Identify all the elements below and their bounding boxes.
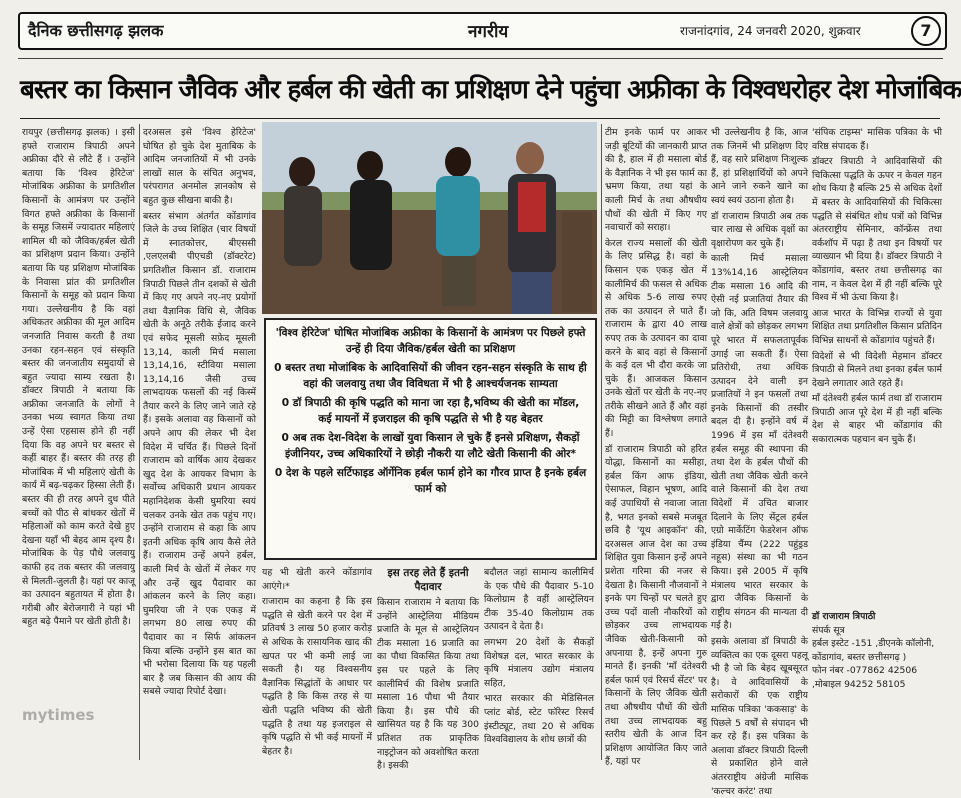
page-number-badge: 7: [911, 16, 941, 46]
paragraph: इसके अलावा डॉ त्रिपाठी के व्यक्तित्व का एक दूसरा पहलू भी है जो कि बेहद खूबसूरत है। वे आदिवासियों के सरोकारों की एक राष्ट्रीय मासिक पत्रिका 'ककसाड़' के पिछले 5 वर्षों से संपादन भी कर रहे हैं। इस पत्रिका के अलावा डॉक्टर त्रिपाठी दिल्ली से प्रकाशित होने वाले अंतरराष्ट्रीय अंग्रेजी मासिक 'कल्चर करंट' तथा: [711, 635, 808, 797]
column-divider: [139, 124, 140, 760]
contact-phone: फोन नंबर -077862 42506 ,मोबाइल 94252 58105: [812, 665, 918, 690]
farmers-photo-illustration: [262, 122, 597, 314]
paragraph: डॉ राजाराम त्रिपाठी को हरित योद्धा, किसानों का मसीहा, हर्बल किंग आफ इंडिया, ऐसाफल, विहान भूषण, आदि कई उपाधियों से नवाजा जाता है, भगत इनको सबसे मजबूत छवि है 'यूथ आइकॉन' की, दरअसल आज देश का उच्च शिक्षित युवा किसान इन्हें अपने प्रशेता गरिमा की नजर से देखता है। किसानी नौजवानों ने इनके पग चिन्हों पर चलते हुए उच्च पदों वाली नौकरियों को छोड़कर उच्च लाभदायक जैविक खेती-किसानी को अपनाया है, इन्हें अपना गुरु मानते हैं। इनकी 'माँ दंतेश्वरी हर्बल फार्म एवं रिसर्च सेंटर' पर किसानों के लिए जैविक खेती तथा औषधीय पौधों की खेती तथा उच्च लाभदायक बहु स्तरीय खेती के आज दिन प्रशिक्षण आयोजित किए जाते हैं, यहां पर: [605, 443, 707, 768]
column-1: [22, 126, 135, 760]
column-4: [605, 126, 707, 768]
highlight-line: 0 अब तक देश-विदेश के लाखों युवा किसान ले चुके हैं इनसे प्रशिक्षण, सैकड़ों इंजीनियर, उच्च अधिकारियों ने छोड़ी नौकरी या लौटे खेती किसानी की ओर*: [281, 432, 580, 460]
column-2: [143, 126, 256, 760]
contact-address: हर्बल इस्टेट -151 ,डीएनके कॉलोनी, कोंडागांव, बस्तर छत्तीसगढ़ ): [812, 638, 935, 663]
bottom-column-b: [377, 596, 479, 772]
paragraph: केरल राज्य मसालों की खेती के लिए प्रसिद्ध है। वहां के किसान एक एकड़ खेत में कालीमिर्च की फसल से अधिक से अधिक 5-6 लाख रुपए तक का उत्पादन ले पाते हैं। राजाराम के द्वारा 40 लाख रुपए तक के उत्पादन का दावा करने के बाद वहां से किसानों के कई दल भी दौरा करके जा चुके हैं। आजकल किसान उनके खेतों पर खेती के नए-नए तरीके सीखने आते हैं और वहां की मिट्टी का विश्लेषण लगाते हैं।: [605, 237, 707, 440]
paragraph: टीम इनके फार्म पर आकर जड़ी बूटियों की जानकारी प्राप्त की है, हाल में ही मसाला बोर्ड के वैज्ञानिक ने भी इस फार्म का भ्रमण किया, तथा यहां के काली मिर्च के तथा औषधीय पौधों की खेती में किए गए नवाचारों को सराहा।: [605, 127, 707, 234]
contact-label: संपर्क सूत्र: [812, 624, 845, 636]
header-separator: [18, 52, 943, 59]
paragraph: माँ दंतेश्वरी हर्बल फार्म तथा डॉ राजाराम त्रिपाठी आज पूरे देश में ही नहीं बल्कि देश से बाहर भी कोंडागांव की सकारात्मक पहचान बन चुके हैं।: [812, 393, 942, 446]
paragraph: आज भारत के विभिन्न राज्यों से युवा शिक्षित तथा प्रगतिशील किसान प्रतिदिन विभिन्न साधनों से कोंडागांव पहुंचते हैं।: [812, 307, 942, 346]
column-5: [711, 126, 808, 797]
paragraph: यह भी खेती करने कोंडागांव आएंगे।*: [262, 567, 372, 592]
highlight-line: 0 बस्तर तथा मोजांबिक के आदिवासियों की जीवन रहन-सहन संस्कृति के साथ ही वहां की जलवायु तथा जैव विविधता में भी है आश्चर्यजनक साम्यता: [274, 362, 587, 390]
masthead: [18, 12, 947, 50]
paragraph: काली मिर्च मसाला 13%14,16 आस्ट्रेलियन टीक मसाला 16 आदि की ऐसी नई प्रजातियां तैयार की जो कि, अति विषम जलवायु वाले क्षेत्रों को छोड़कर लगभग पूरे भारत में सफलतापूर्वक उगाई जा सकती हैं। ऐसा प्रतिरोधी, तथा अधिक उत्पादन देने वाली इन प्रजातियों ने इन फसलों तथा इनके किसानों की तस्वीर बदल दी है। इन्होंने वर्ष में 1996 में इस माँ दंतेश्वरी हर्बल समूह की स्थापना की तथा देश के हर्बल पौधों की खेती तथा जैविक खेती करने वाले किसानों की देश तथा विदेशों में उचित बाजार दिलाने के लिए सेंट्रल हर्बल एग्रो मार्केटिंग फेडरेशन ऑफ इंडिया चैंम्प (222 पहुंड्रड नहूस) संस्था का भी गठन किया। इसे 2005 में कृषि मंत्रालय भारत सरकार के द्वारा जैविक किसानों के राष्ट्रीय संगठन की मान्यता दी गई है।: [711, 253, 808, 632]
column-2-paragraph: बस्तर संभाग अंतर्गत कोंडागांव जिले के उच्च शिक्षित (चार विषयों में स्नातकोत्तर, बीएससी ,एलएलबी पीएचडी (डॉक्टरेट) प्रगतिशील किसान डॉ. राजाराम त्रिपाठी पिछले तीन दशकों से खेती में किए गए अपने नए-नए प्रयोगों तथा वैज्ञानिक विधि से, जैविक खेती के अनूठे तरीके ईजाद करने एवं सफेद मूसली सफ़ेद मूसली 13,14, काली मिर्च मसाला 13,14,16, स्टीविया मसाला 13,14,16 जैसी उच्च लाभदायक फसलों की नई किस्में तैयार करने के लिए जाने जाते रहे हैं। इसके अलावा वह किसानों को अपने आप की लेकर भी देश विदेश में चर्चित हैं। पिछले दिनों राजाराम को वार्षिक आय देखकर खुद देश के आयकर विभाग के सर्वोच्च अधिकारी प्रधान आयकर महानिदेशक केसी घुमरिया स्वयं चलकर उनके खेत तक पहुंच गए। उन्होंने राजाराम से कहा कि आप इतनी अधिक कृषि आय कैसे लेते हैं। राजाराम उन्हें अपने हर्बल, काली मिर्च के खेतों में लेकर गए और उन्हें खुद पैदावार का आंकलन करने के लिए कहा। घुमरिया जी ने एक एकड़ में लगभग 80 लाख रुपए की पैदावार का न सिर्फ आंकलन किया बल्कि उन्होंने इस बात का भी भरोसा दिलाया कि यह पहली बार है जब किसान की आय की सबसे ज्यादा रिपोर्ट देखा।: [143, 210, 256, 698]
paragraph: डॉ राजाराम त्रिपाठी अब तक चार लाख से अधिक वृक्षों का वृक्षारोपण कर चुके हैं।: [711, 210, 808, 249]
paragraph: भारत सरकार की मेडिसिनल प्लांट बोर्ड, स्टेट फॉरेस्ट रिसर्च इंस्टीट्यूट, तथा 20 से अधिक विश्वविद्यालय के शोध छात्रों की: [484, 693, 594, 746]
paragraph: बदौलत जहां सामान्य कालीमिर्च के एक पौधे की पैदावार 5-10 किलोग्राम है वहीं आस्ट्रेलियन टीक 35-40 किलोग्राम तक उत्पादन दे देता है।: [484, 567, 594, 633]
headline: बस्तर का किसान जैविक और हर्बल की खेती का प्रशिक्षण देने पहुंचा अफ्रीका के विश्वधरोहर देश मोजांबिक: [20, 75, 961, 105]
newspaper-name: दैनिक छत्तीसगढ़ झलक: [28, 21, 164, 40]
paragraph: लगभग 20 देशों के सैकड़ों विशेषज्ञ दल, भारत सरकार के कृषि मंत्रालय उद्योग मंत्रालय सहित,: [484, 636, 594, 689]
paragraph: किसान राजाराम ने बताया कि उन्होंने आस्ट्रेलिया मीडियम प्रजाति के मूल से आस्ट्रेलियन टीक मसाला 16 प्रजाति का का पौधा विकसित किया तथा इस पर पहले के लिए कालीमिर्च की विशेष प्रजाति मसाला 16 पौधा भी तैयार किया है। इस पौधे की खासियत यह है कि यह 300 प्रतिशत तक प्राकृतिक नाइट्रोजन को अवशोषित करता है। इसकी: [377, 597, 479, 772]
watermark-logo: mytimes: [22, 706, 95, 724]
bottom-column-a: [262, 566, 372, 760]
column-6: [812, 126, 942, 606]
highlight-line: 'विश्व हेरिटेज' घोषित मोजांबिक अफ्रीका के किसानों के आमंत्रण पर पिछले हफ्ते उन्हें ही दिया जैविक/हर्बल खेती का प्रशिक्षण: [275, 327, 586, 355]
paragraph: विदेशों से भी विदेशी मेहमान डॉक्टर त्रिपाठी से मिलने तथा इनका हर्बल फार्म देखने लगातार आते रहते हैं।: [812, 350, 942, 389]
headline-rule: [20, 118, 940, 119]
article-photo: [262, 122, 597, 314]
paragraph: भी उल्लेखनीय है कि, आज तक जिनमें भी प्रशिक्षण दिए हैं, वह सारे प्रशिक्षण निःशुल्क हैं, हां प्रशिक्षार्थियों को अपने आने जाने रुकने खाने का स्वयं स्वयं उठाना होता है।: [711, 127, 808, 206]
highlight-line: 0 डॉ त्रिपाठी की कृषि पद्धति को माना जा रहा है,भविष्य की खेती का मॉडल, कई मायनों में इजराइल की कृषि पद्धति से भी है यह बेहतर: [281, 397, 580, 425]
highlight-line: 0 देश के पहले सर्टिफाइड ऑर्गेनिक हर्बल फार्म होने का गौरव प्राप्त है इनके हर्बल फार्म को: [274, 467, 587, 495]
contact-block: [812, 610, 942, 692]
paragraph: 'संपिक टाइम्स' मासिक पत्रिका के भी वरिष्ठ संपादक हैं।: [812, 127, 942, 152]
highlights-box: [264, 318, 597, 560]
subheading: इस तरह लेते हैं इतनी पैदावार: [387, 567, 469, 593]
section-name: नगरीय: [468, 22, 509, 42]
column-2-paragraph: दरअसल इसे 'विश्व हेरिटेज' घोषित हो चुके देश मुताबिक के आदिम जनजातियों में भी उनके लाखों साल के संचित अनुभव, परंपरागत अनमोल ज्ञानकोष से बहुत कुछ सीखना बाकी है।: [143, 127, 256, 206]
column-divider: [601, 124, 602, 760]
date-line: राजनांदगांव, 24 जनवरी 2020, शुक्रवार: [680, 24, 861, 38]
paragraph: राजाराम का कहना है कि इस पद्धति से खेती करने पर देश में प्रतिवर्ष 3 लाख 50 हजार करोड़ से अधिक के रासायनिक खाद की खपत पर भी कमी लाई जा सकती है। यह विश्वसनीय वैज्ञानिक सिद्धांतों के आधार पर पद्धति है कि किस तरह से या खेती पद्धति भविष्य की खेती पद्धति है तथा यह इजराइल से कृषि पद्धति से भी कई मायनों में बेहतर है।: [262, 596, 372, 757]
contact-name: डॉ राजाराम त्रिपाठी: [812, 611, 876, 622]
paragraph: डॉक्टर त्रिपाठी ने आदिवासियों की चिकित्सा पद्धति के ऊपर न केवल गहन शोध किया है बल्कि 25 से अधिक देशों में बस्तर के आदिवासियों की चिकित्सा पद्धति से संबंधित शोध पत्रों को विभिन्न अंतरराष्ट्रीय सेमिनार, कॉन्फ्रेंस तथा वर्कशॉप में पढ़ा है तथा इन विषयों पर व्याख्यान भी दिया है। डॉक्टर त्रिपाठी ने कोंडागांव, बस्तर तथा छत्तीसगढ़ का नाम, न केवल देश में ही नहीं बल्कि पूरे विश्व में भी ऊंचा किया है।: [812, 156, 942, 304]
column-1-paragraph: रायपुर (छत्तीसगढ़ झलक) । इसी हफ्ते राजाराम त्रिपाठी अपने अफ्रीका दौरे से लौटे हैं । उन्होंने बताया कि 'विश्व हेरिटेज' मोजांबिक अफ्रीका के प्रगतिशील किसानों के आमंत्रण पर उन्होंने विगत हफ्ते अफ्रीका के किसानों के समूह जिसमें ज्यादातर महिलाएं शामिल थी को जैविक/हर्बल खेती का प्रशिक्षण प्रदान किया। उन्होंने बताया कि यह प्रशिक्षण मोजांबिक के निवासा प्रांत की प्रगतिशील किसानों के समूह को प्रदान किया गया। उल्लेखनीय है कि वहां अधिकतर अफ्रीका की मूल आदिम जनजाति निवास करती है तथा उनका रहन-सहन एवं संस्कृति बस्तर की जनजातीय समुदायों से बहुत ज्यादा साम्य रखता है। डॉक्टर त्रिपाठी ने बताया कि अफ्रीका जनजाति के लोगों ने उनका भव्य स्वागत किया तथा उन्हें ऐसा एहसास होने ही नहीं दिया कि वह अपने घर बस्तर से कहीं बाहर हैं। बस्तर की तरह ही मोजांबिक में भी महिलाएं खेती के कार्य में बढ़-चढ़कर हिस्सा लेती हैं। बस्तर की ही तरह अपने दुध पीते बच्चों को पीठ से बांधकर खेतों में महिलाओं को काम करते देखे हुए देखना यहाँ भी बेहद आम दृश्य है। मोजांबिक के पेड़ पौधे जलवायु काफी हद तक बस्तर की जलवायु से मिलती-जुलती है। यहां पर काजू का उत्पादन बहुतायत में होता है। गरीबी और बेरोजगारी ने यहां भी बहुत बढ़े पैमाने पर खेती होती है।: [22, 127, 135, 628]
bottom-column-c: [484, 566, 594, 760]
